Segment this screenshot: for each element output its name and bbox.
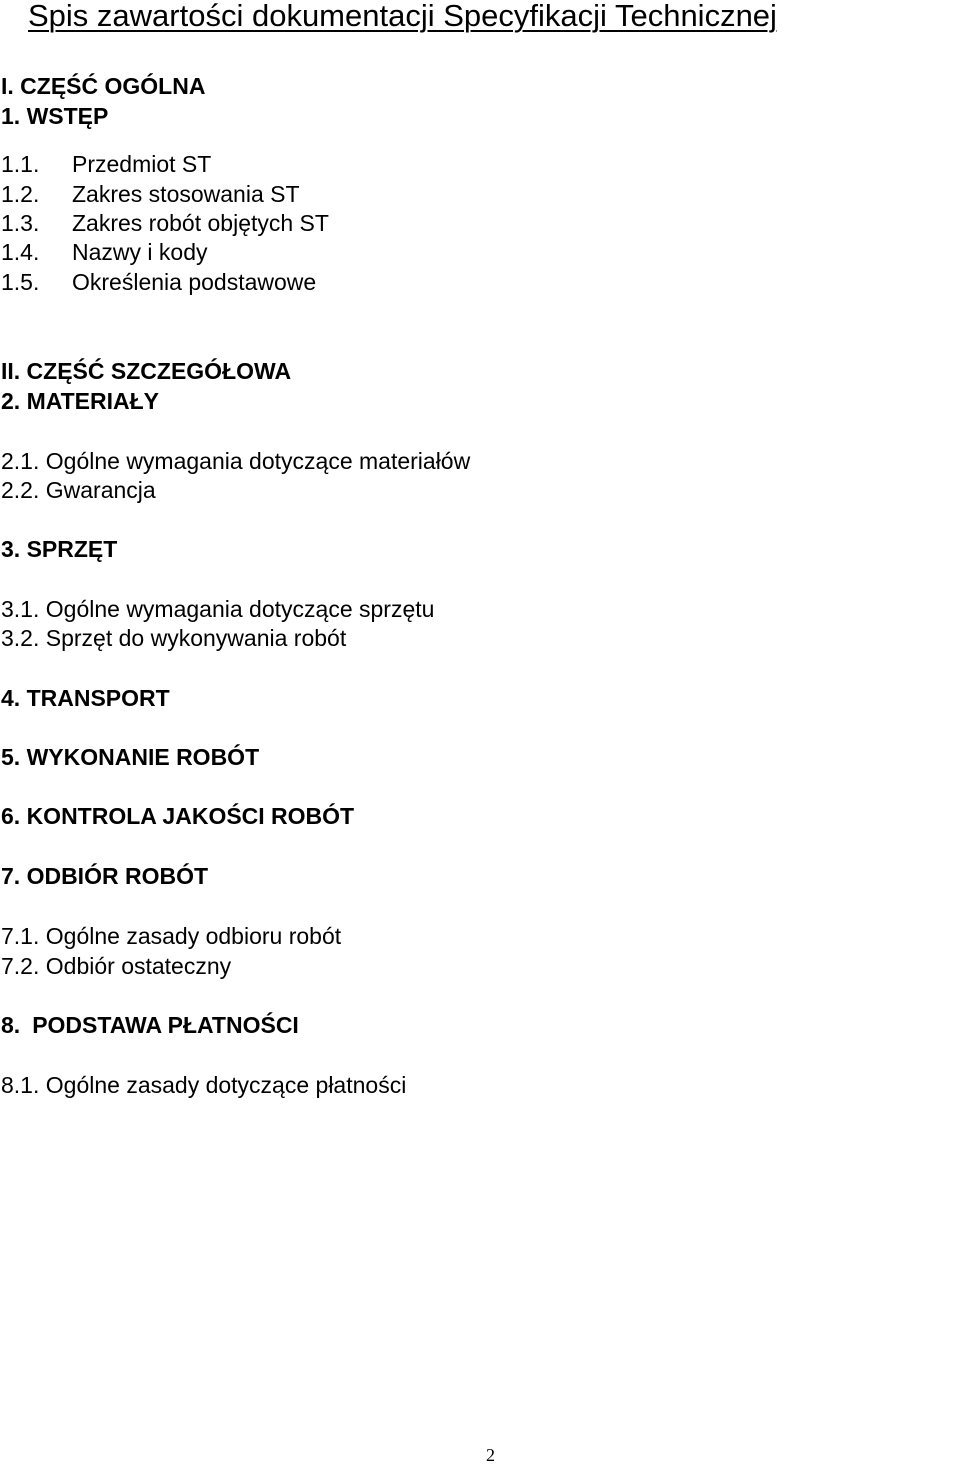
part-heading-detailed: II. CZĘŚĆ SZCZEGÓŁOWA <box>1 358 292 384</box>
section-heading-materials: 2. MATERIAŁY <box>1 388 160 414</box>
toc-entry-number: 1.3. <box>1 210 40 236</box>
toc-entry <box>1 268 316 296</box>
section-heading-acceptance: 7. ODBIÓR ROBÓT <box>1 863 209 889</box>
toc-entry-text: Sprzęt do wykonywania robót <box>45 625 347 651</box>
toc-entry <box>1 476 156 504</box>
toc-entry-text: Ogólne wymagania dotyczące sprzętu <box>45 596 435 622</box>
toc-entry-number: 1.2. <box>1 181 40 207</box>
section-heading-equipment: 3. SPRZĘT <box>1 536 118 562</box>
toc-entry-text: Ogólne zasady dotyczące płatności <box>45 1072 407 1098</box>
toc-entry-number: 7.1. <box>1 923 40 949</box>
section-heading-transport: 4. TRANSPORT <box>1 685 170 711</box>
toc-entry-number: 2.1. <box>1 448 40 474</box>
toc-entry <box>1 447 470 475</box>
toc-entry-number: 3.1. <box>1 596 40 622</box>
toc-entry <box>1 1071 406 1099</box>
toc-entry-number: 8.1. <box>1 1072 40 1098</box>
toc-entry-text: Gwarancja <box>45 477 156 503</box>
toc-entry-number: 2.2. <box>1 477 40 503</box>
toc-entry <box>1 595 434 623</box>
toc-entry-number: 1.5. <box>1 269 40 295</box>
section-title: PODSTAWA PŁATNOŚCI <box>32 1012 299 1038</box>
toc-entry <box>1 624 346 652</box>
toc-entry-text: Odbiór ostateczny <box>45 953 232 979</box>
toc-entry-text: Określenia podstawowe <box>72 269 317 295</box>
toc-entry-text: Nazwy i kody <box>72 239 208 265</box>
toc-entry <box>1 209 329 237</box>
toc-entry <box>1 922 341 950</box>
section-number: 8. <box>1 1012 21 1038</box>
toc-entry-number: 3.2. <box>1 625 40 651</box>
toc-entry-text: Ogólne zasady odbioru robót <box>45 923 342 949</box>
section-heading-introduction: 1. WSTĘP <box>1 103 109 129</box>
toc-entry-number: 1.1. <box>1 151 40 177</box>
toc-entry <box>1 180 300 208</box>
section-heading-payment <box>1 1011 299 1039</box>
toc-entry <box>1 952 231 980</box>
toc-entry-number: 1.4. <box>1 239 40 265</box>
page-number: 2 <box>486 1445 495 1465</box>
toc-entry <box>1 238 207 266</box>
toc-entry-text: Zakres robót objętych ST <box>72 210 329 236</box>
document-title: Spis zawartości dokumentacji Specyfikacji Technicznej <box>28 0 777 33</box>
toc-entry <box>1 150 211 178</box>
part-heading-general: I. CZĘŚĆ OGÓLNA <box>1 73 206 99</box>
toc-entry-text: Ogólne wymagania dotyczące materiałów <box>45 448 471 474</box>
section-heading-execution: 5. WYKONANIE ROBÓT <box>1 744 260 770</box>
toc-entry-text: Przedmiot ST <box>72 151 212 177</box>
toc-entry-number: 7.2. <box>1 953 40 979</box>
section-heading-quality-control: 6. KONTROLA JAKOŚCI ROBÓT <box>1 803 355 829</box>
toc-entry-text: Zakres stosowania ST <box>72 181 300 207</box>
